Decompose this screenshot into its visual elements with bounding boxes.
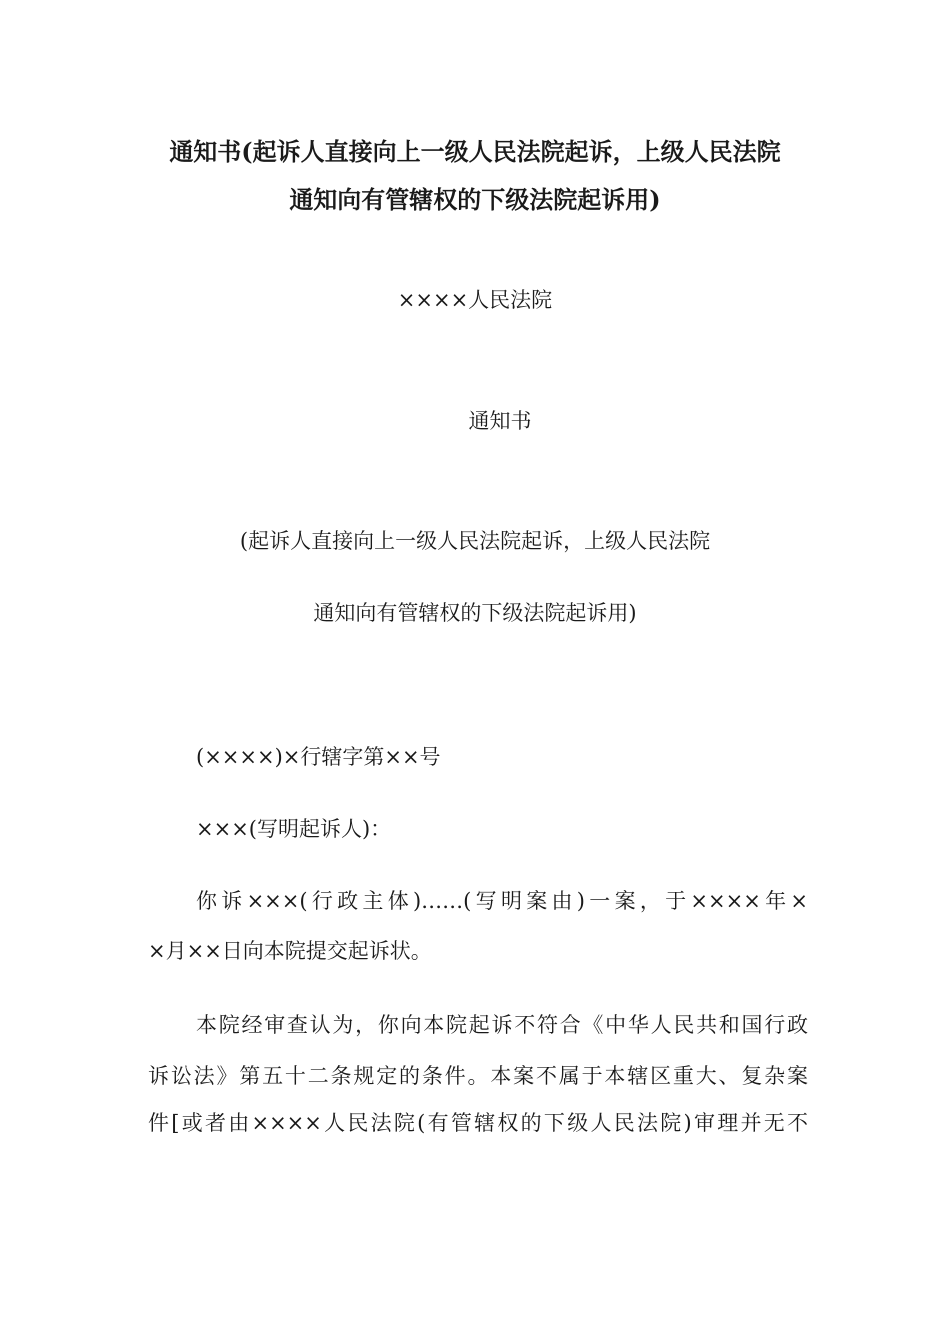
document-heading-line-1: 通知书(起诉人直接向上一级人民法院起诉，上级人民法院	[169, 137, 781, 166]
court-name: ××××人民法院	[397, 288, 553, 312]
document-heading-line-2: 通知向有管辖权的下级法院起诉用)	[289, 185, 661, 214]
paragraph-2-line-1: 本院经审查认为，你向本院起诉不符合《中华人民共和国行政	[196, 1013, 808, 1037]
subtitle-line-2: 通知向有管辖权的下级法院起诉用)	[313, 601, 637, 625]
case-number: (××××)×行辖字第××号	[196, 745, 441, 769]
paragraph-2-line-3: 件[或者由××××人民法院(有管辖权的下级人民法院)审理并无不	[148, 1111, 808, 1135]
paragraph-1-line-2: ×月××日向本院提交起诉状。	[148, 939, 432, 963]
paragraph-1-line-1: 你诉×××(行政主体)……(写明案由)一案，于××××年×	[196, 889, 808, 913]
paragraph-2-line-2: 诉讼法》第五十二条规定的条件。本案不属于本辖区重大、复杂案	[148, 1064, 808, 1088]
addressee: ×××(写明起诉人)：	[196, 817, 392, 841]
subtitle-line-1: (起诉人直接向上一级人民法院起诉，上级人民法院	[239, 529, 711, 553]
document-type: 通知书	[468, 409, 532, 433]
